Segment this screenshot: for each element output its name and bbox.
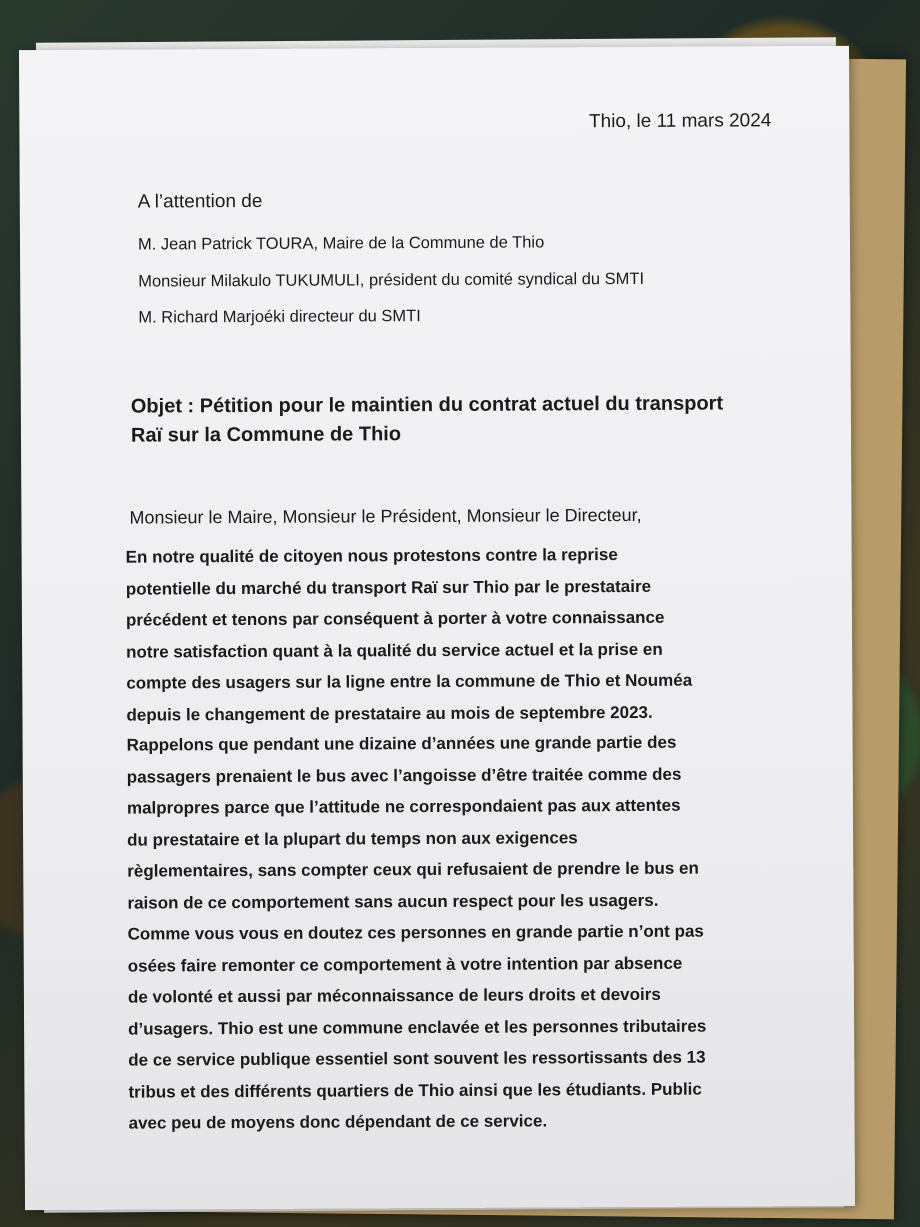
paragraph-line: Rappelons que pendant une dizaine d’années une grande partie des — [126, 732, 677, 755]
paragraph-line: raison de ce comportement sans aucun respect pour les usagers. — [127, 890, 659, 913]
paragraph-line: osées faire remonter ce comportement à votre intention par absence — [127, 953, 683, 976]
subject-line — [131, 389, 791, 450]
paragraph-1 — [126, 538, 767, 730]
subject-line-1: Objet : Pétition pour le maintien du contrat actuel du transport — [130, 392, 724, 418]
paragraph-line: malpropres parce que l’attitude ne correspondaient pas aux attentes — [126, 795, 681, 818]
salutation: Monsieur le Maire, Monsieur le Président, Monsieur le Directeur, — [129, 504, 642, 528]
paragraph-line: potentielle du marché du transport Raï sur Thio par le prestataire — [125, 576, 652, 599]
letter-page — [19, 46, 855, 1210]
paragraph-line: tribus et des différents quartiers de Thio ainsi que les étudiants. Public — [128, 1079, 702, 1102]
recipient-director: M. Richard Marjoéki directeur du SMTI — [138, 307, 421, 327]
paragraph-line: notre satisfaction quant à la qualité du service actuel et la prise en — [126, 639, 663, 662]
recipient-mayor: M. Jean Patrick TOURA, Maire de la Commune de Thio — [137, 233, 545, 254]
paragraph-line: précédent et tenons par conséquent à porter à votre connaissance — [125, 607, 665, 630]
paragraph-line: En notre qualité de citoyen nous protestons contre la reprise — [125, 545, 618, 567]
paragraph-line: passagers prenaient le bus avec l’angoisse d’être traitée comme des — [126, 764, 682, 787]
letter-date: Thio, le 11 mars 2024 — [588, 110, 772, 133]
paragraph-line: avec peu de moyens donc dépendant de ce service. — [128, 1111, 548, 1133]
attention-heading: A l’attention de — [137, 190, 263, 213]
paragraph-line: du prestataire et la plupart du temps non aux exigences — [127, 827, 578, 850]
paragraph-line: règlementaires, sans compter ceux qui refusaient de prendre le bus en — [127, 858, 699, 881]
paragraph-line: d’usagers. Thio est une commune enclavée et les personnes tributaires — [128, 1016, 707, 1039]
subject-line-2: Raï sur la Commune de Thio — [130, 423, 402, 447]
paragraph-line: de ce service publique essentiel sont souvent les ressortissants des 13 — [128, 1047, 706, 1070]
paragraph-line: compte des usagers sur la ligne entre la commune de Thio et Nouméa — [126, 670, 693, 693]
paragraph-line: Comme vous vous en doutez ces personnes en grande partie n’ont pas — [127, 921, 704, 944]
paragraph-line: de volonté et aussi par méconnaissance de leurs droits et devoirs — [127, 984, 661, 1007]
paragraph-line: depuis le changement de prestataire au mois de septembre 2023. — [126, 702, 653, 725]
recipient-president: Monsieur Milakulo TUKUMULI, président du comité syndical du SMTI — [138, 269, 645, 291]
paragraph-2 — [127, 726, 769, 1139]
